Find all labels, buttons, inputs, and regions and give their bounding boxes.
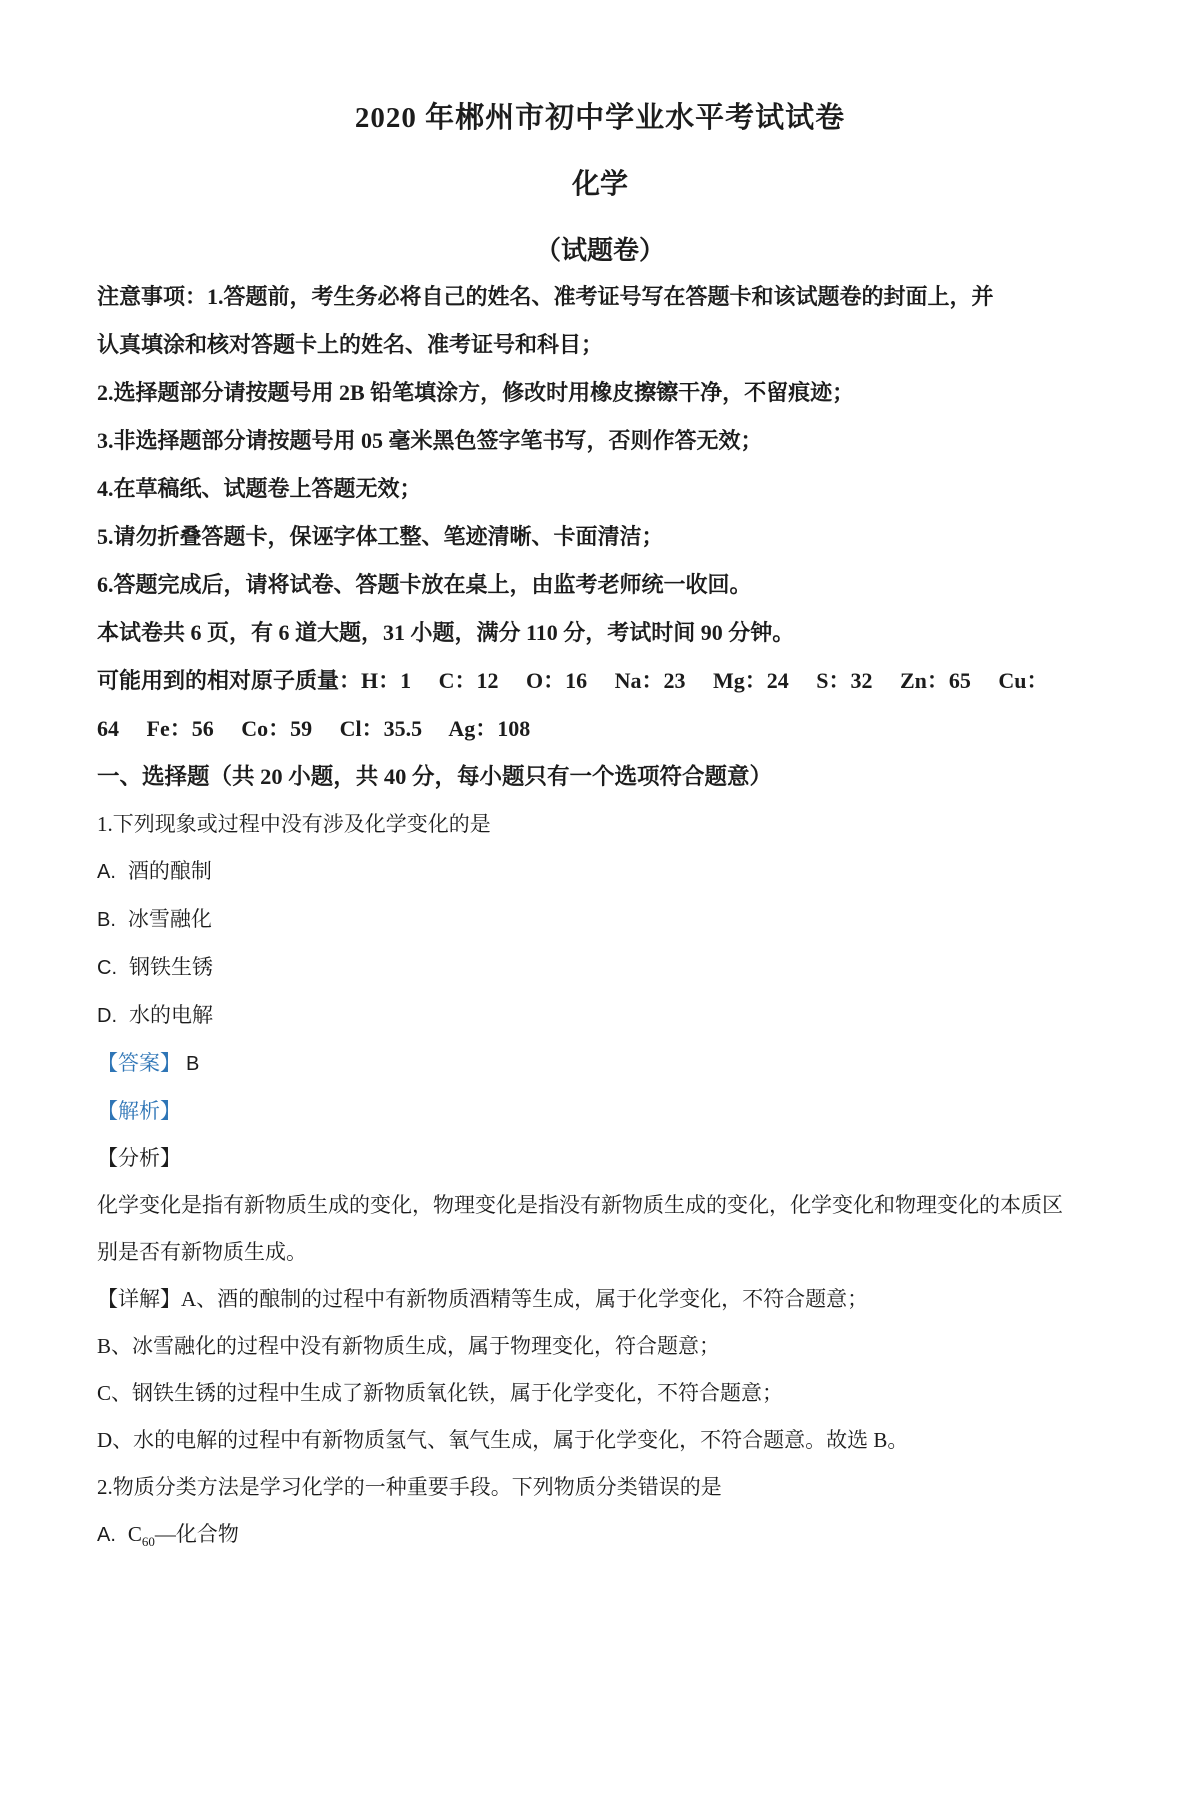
notice-line-3: 2.选择题部分请按题号用 2B 铅笔填涂方，修改时用橡皮擦镲干净，不留痕迹；: [97, 380, 855, 405]
question-1-option-a: [97, 848, 1103, 896]
question-2-stem: 2.物质分类方法是学习化学的一种重要手段。下列物质分类错误的是: [97, 1475, 722, 1499]
option-c-text: 钢铁生锈: [129, 955, 213, 979]
atomic-masses-line-1: 可能用到的相对原子质量：H：1 C：12 O：16 Na：23 Mg：24 S：32 Zn：65 Cu：: [97, 668, 1049, 693]
question-1-answer-row: [97, 1040, 1103, 1088]
analysis-text-line-2: 别是否有新物质生成。: [97, 1240, 307, 1264]
option-d-text: 水的电解: [129, 1003, 213, 1027]
option-a-label: A.: [97, 861, 116, 883]
notice-line-8: 本试卷共 6 页，有 6 道大题，31 小题，满分 110 分，考试时间 90 分钟。: [97, 620, 795, 645]
fenxi-tag: 【分析】: [97, 1146, 181, 1170]
analysis-tag: 【解析】: [97, 1099, 181, 1123]
detail-line-b: B、冰雪融化的过程中没有新物质生成，属于物理变化，符合题意；: [97, 1334, 721, 1358]
option-a-text: 酒的酿制: [127, 859, 212, 883]
section-1-heading: 一、选择题（共 20 小题，共 40 分，每小题只有一个选项符合题意）: [97, 764, 773, 789]
answer-tag: 【答案】: [97, 1051, 181, 1075]
notice-line-7: 6.答题完成后，请将试卷、答题卡放在桌上，由监考老师统一收回。: [97, 572, 752, 597]
exam-paper-type: （试题卷）: [534, 236, 665, 265]
option-b-label: B.: [97, 909, 116, 931]
exam-title: 2020 年郴州市初中学业水平考试试卷: [354, 102, 846, 134]
detail-line-d: D、水的电解的过程中有新物质氢气、氧气生成，属于化学变化，不符合题意。故选 B。: [97, 1428, 909, 1452]
question-2-option-a: [97, 1511, 1103, 1559]
notice-line-5: 4.在草稿纸、试题卷上答题无效；: [97, 476, 422, 501]
option-a-label: A.: [97, 1524, 116, 1546]
notice-line-2: 认真填涂和核对答题卡上的姓名、准考证号和科目；: [97, 332, 604, 357]
answer-value: B: [186, 1053, 200, 1075]
option-b-text: 冰雪融化: [127, 907, 212, 931]
notice-line-6: 5.请勿折叠答题卡，保诬字体工整、笔迹清晰、卡面清洁；: [97, 524, 664, 549]
atomic-masses-line-2: 64 Fe：56 Co：59 Cl：35.5 Ag：108: [97, 716, 531, 741]
analysis-text-line-1: 化学变化是指有新物质生成的变化，物理变化是指没有新物质生成的变化，化学变化和物理变化的本质区: [97, 1193, 1063, 1217]
formula-subscript: 60: [141, 1534, 155, 1550]
option-c-label: C.: [97, 957, 117, 979]
question-1-stem: 1.下列现象或过程中没有涉及化学变化的是: [97, 812, 491, 836]
formula-c60: $C_{60}—$化合物: [127, 1522, 239, 1550]
detail-line-c: C、钢铁生锈的过程中生成了新物质氧化铁，属于化学变化，不符合题意；: [97, 1381, 784, 1405]
question-1-option-b: [97, 896, 1103, 944]
notice-line-4: 3.非选择题部分请按题号用 05 毫米黑色签字笔书写，否则作答无效；: [97, 428, 763, 453]
option-d-label: D.: [97, 1005, 117, 1027]
question-1-option-d: [97, 992, 1103, 1040]
option-a-suffix: —化合物: [154, 1522, 239, 1546]
exam-document-page: [0, 96, 1200, 1559]
question-1-option-c: [97, 944, 1103, 992]
exam-notice-section: [97, 273, 1103, 753]
questions-body: [97, 801, 1103, 1559]
notice-line-1: 注意事项：1.答题前，考生务必将自己的姓名、准考证号写在答题卡和该试题卷的封面上，并: [97, 284, 994, 309]
detail-line-a: 【详解】A、酒的酿制的过程中有新物质酒精等生成，属于化学变化，不符合题意；: [97, 1287, 869, 1311]
exam-subject: 化学: [571, 169, 628, 200]
